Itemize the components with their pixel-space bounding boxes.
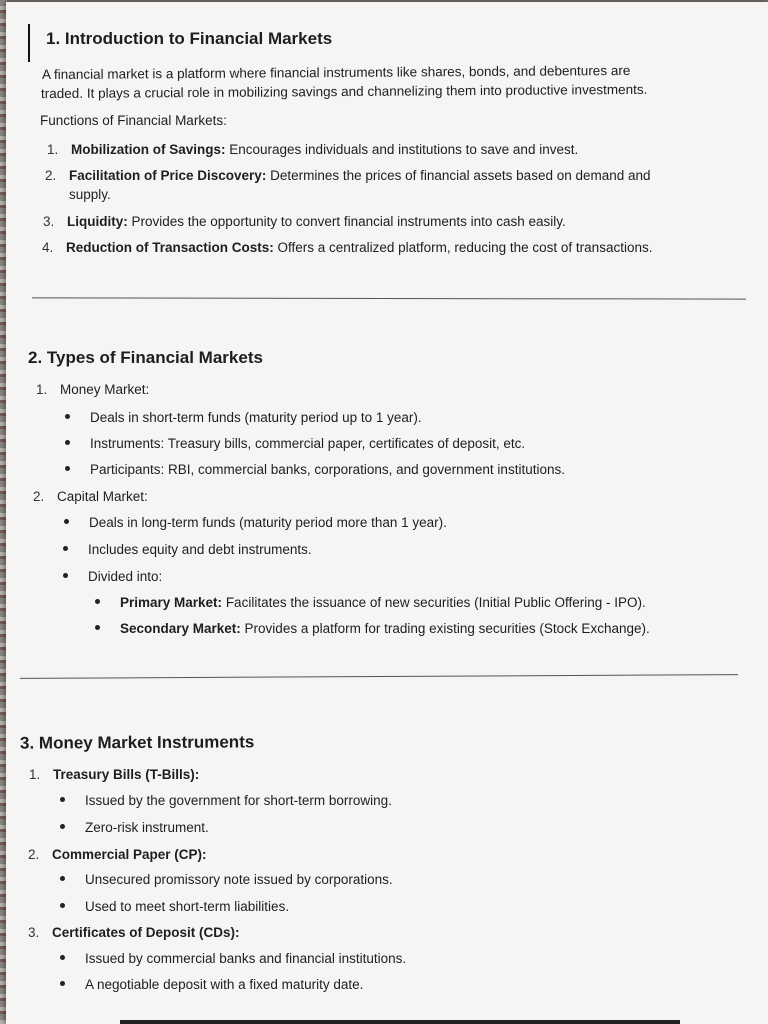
bullet-dot xyxy=(60,876,65,881)
item-number: 4. xyxy=(42,240,54,255)
bullet-dot xyxy=(60,981,65,986)
bullet-dot xyxy=(65,440,70,445)
page-bottom-edge xyxy=(120,1020,680,1024)
item-desc-continued: supply. xyxy=(69,187,111,202)
bullet-text: Participants: RBI, commercial banks, corporations, and government institutions. xyxy=(90,462,565,477)
sub-bullet-desc: Provides a platform for trading existing securities (Stock Exchange). xyxy=(240,621,650,636)
bullet-dot xyxy=(65,414,70,419)
item-desc: Provides the opportunity to convert financial instruments into cash easily. xyxy=(127,214,566,229)
bullet-dot xyxy=(63,573,68,578)
item-number: 2. xyxy=(33,489,45,504)
item-desc: Determines the prices of financial assets based on demand and xyxy=(266,168,651,183)
sub-bullet-desc: Facilitates the issuance of new securities (Initial Public Offering - IPO). xyxy=(222,595,646,610)
bullet-text: Deals in short-term funds (maturity period up to 1 year). xyxy=(90,410,422,425)
bullet-text: Issued by commercial banks and financial institutions. xyxy=(85,951,407,966)
item-number: 2. xyxy=(28,847,40,862)
instrument-label: Treasury Bills (T-Bills): xyxy=(53,767,200,782)
item-desc: Offers a centralized platform, reducing the cost of transactions. xyxy=(273,240,653,255)
section-3-title: 3. Money Market Instruments xyxy=(19,732,255,753)
bullet-text: Deals in long-term funds (maturity period more than 1 year). xyxy=(89,515,447,530)
item-term: Mobilization of Savings: xyxy=(71,142,226,157)
bullet-text: Instruments: Treasury bills, commercial paper, certificates of deposit, etc. xyxy=(90,436,526,451)
instrument-label: Commercial Paper (CP): xyxy=(52,847,207,862)
instrument-label: Certificates of Deposit (CDs): xyxy=(52,925,240,940)
intro-line-2: traded. It plays a crucial role in mobilizing savings and channelizing them into productive investments. xyxy=(40,81,648,102)
bullet-dot xyxy=(95,625,100,630)
sub-bullet-term: Secondary Market: xyxy=(120,621,241,636)
bullet-dot xyxy=(63,546,68,551)
item-desc: Encourages individuals and institutions to save and invest. xyxy=(225,142,579,157)
bullet-dot xyxy=(65,466,70,471)
bullet-text: Includes equity and debt instruments. xyxy=(88,542,312,557)
bullet-text: Unsecured promissory note issued by corporations. xyxy=(85,872,393,887)
bullet-text: Issued by the government for short-term borrowing. xyxy=(85,793,392,808)
intro-line-1: A financial market is a platform where financial instruments like shares, bonds, and debentures are xyxy=(41,62,631,83)
money-market-label: Money Market: xyxy=(60,382,150,397)
bullet-dot xyxy=(60,824,65,829)
item-number: 1. xyxy=(29,767,41,782)
section-2-title: 2. Types of Financial Markets xyxy=(28,348,263,367)
functions-heading: Functions of Financial Markets: xyxy=(40,113,227,128)
item-number: 1. xyxy=(36,382,48,397)
item-number: 3. xyxy=(28,925,40,940)
item-number: 2. xyxy=(45,168,57,183)
item-term: Liquidity: xyxy=(67,214,128,229)
section-1-title: 1. Introduction to Financial Markets xyxy=(46,29,333,48)
bullet-dot xyxy=(60,955,65,960)
item-term: Facilitation of Price Discovery: xyxy=(69,168,267,183)
bullet-dot xyxy=(60,797,65,802)
bullet-text: Divided into: xyxy=(88,569,163,584)
bullet-dot xyxy=(60,903,65,908)
capital-market-label: Capital Market: xyxy=(57,489,148,504)
item-term: Reduction of Transaction Costs: xyxy=(66,240,274,255)
margin-mark xyxy=(28,24,30,62)
bullet-dot xyxy=(64,519,69,524)
bullet-dot xyxy=(95,599,100,604)
bullet-text: Used to meet short-term liabilities. xyxy=(85,899,290,914)
item-number: 3. xyxy=(43,214,55,229)
bullet-text: A negotiable deposit with a fixed maturity date. xyxy=(85,977,364,992)
sub-bullet-term: Primary Market: xyxy=(120,595,223,610)
bullet-text: Zero-risk instrument. xyxy=(85,820,209,835)
item-number: 1. xyxy=(47,142,59,157)
